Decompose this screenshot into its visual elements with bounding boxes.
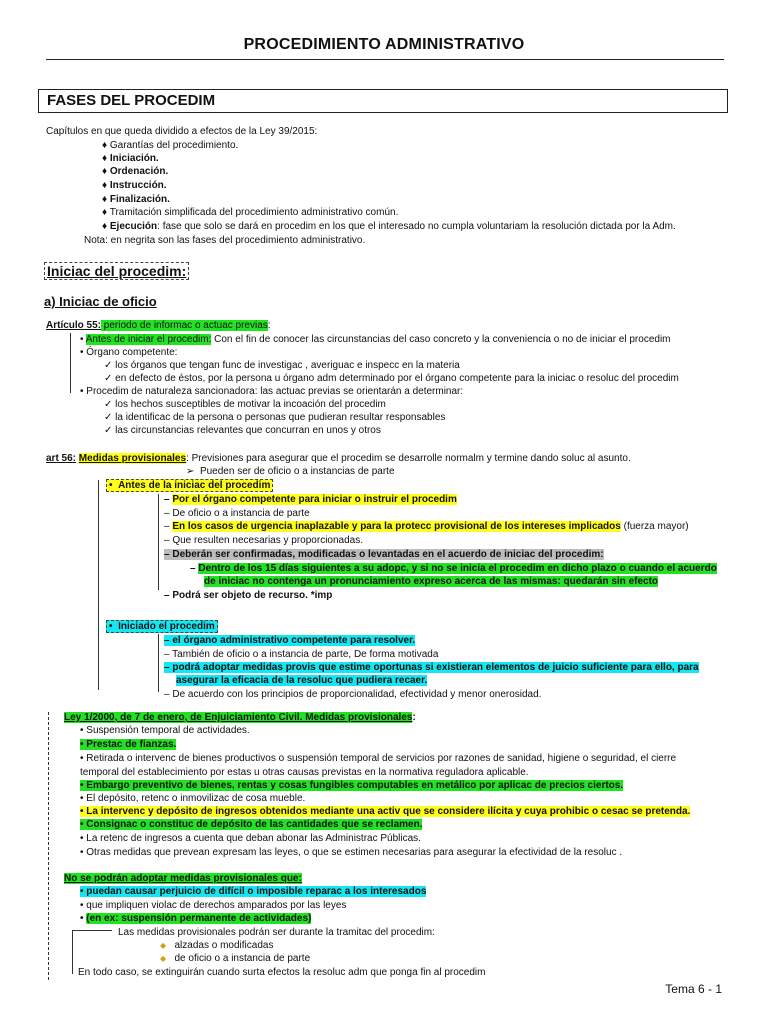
iniciado-line-3b: asegurar la eficacia de la resoluc que pudiera recaer. (176, 675, 428, 686)
ley-item-2: • Prestac de fianzas. (80, 739, 177, 750)
no-line-4: En todo caso, se extinguirán cuando surta efectos la resoluc adm que ponga fin al procedim (78, 967, 486, 978)
iniciado-line-3a: – podrá adoptar medidas provis que estime oportunas si existieran elementos de juicio suficiente para ello, para (164, 662, 699, 673)
iniciado-line-1: – el órgano administrativo competente para resolver. (164, 635, 416, 646)
antes-line-6b: de iniciac no contenga un pronunciamiento expreso acerca de las mismas: quedarán sin efecto (204, 576, 659, 587)
page-title: PROCEDIMIENTO ADMINISTRATIVO (243, 36, 525, 53)
iniciado-line-4: – De acuerdo con los principios de proporcionalidad, efectividad y menor onerosidad. (164, 689, 542, 700)
art55-check-2: ✓ en defecto de éstos, por la persona u órgano adm determinado por el órgano competente para la iniciac o resoluc del procedim (104, 373, 679, 384)
no-line-3: ◆ de oficio o a instancia de parte (160, 953, 311, 964)
antes-line-5: – Deberán ser confirmadas, modificadas o levantadas en el acuerdo de iniciac del procedim: (164, 549, 604, 560)
antes-line-2: – De oficio o a instancia de parte (164, 508, 310, 519)
antes-line-3: – En los casos de urgencia inaplazable y para la protecc provisional de los intereses implicados (fuerza mayor) (164, 521, 689, 532)
no-item-1: • puedan causar perjuicio de difícil o imposible reparac a los interesados (80, 886, 427, 897)
intro-note: Nota: en negrita son las fases del procedimiento administrativo. (84, 235, 366, 246)
ley-item-3b: temporal del establecimiento por estas u otras causas previstas en la normativa reguladora aplicable. (80, 767, 529, 778)
no-line-2: ◆ alzadas o modificadas (160, 940, 274, 951)
art55-check-1: ✓ los órganos que tengan func de investigac , averiguac e inspecc en la materia (104, 360, 460, 371)
ley-item-1: • Suspensión temporal de actividades. (80, 725, 250, 736)
intro-item-2: ♦ Iniciación. (102, 153, 159, 164)
ley-item-7: • Consignac o constituc de depósito de las cantidades que se reclamen. (80, 819, 423, 830)
section-box (38, 89, 728, 113)
title-rule (46, 59, 724, 60)
art55-line: Artículo 55: periodo de informac o actuac previas: (46, 320, 271, 331)
intro-item-6: ♦ Tramitación simplificada del procedimiento administrativo común. (102, 207, 399, 218)
antes-line-1: – Por el órgano competente para iniciar o instruir el procedim (164, 494, 457, 505)
diamond-icon: ◆ (160, 941, 167, 950)
ley-item-5: • El depósito, retenc o inmovilizac de cosa mueble. (80, 793, 306, 804)
art55-check-3: ✓ los hechos susceptibles de motivar la incoación del procedim (104, 399, 386, 410)
ley-item-4: • Embargo preventivo de bienes, rentas y cosas fungibles computables en metálico por aplicac de precios ciertos. (80, 780, 624, 791)
iniciado-title: • Iniciado el procedim (106, 620, 218, 633)
no-item-2: • que impliquen violac de derechos amparados por las leyes (80, 900, 347, 911)
no-bracket-top (72, 930, 112, 931)
page-number: Tema 6 - 1 (665, 982, 722, 996)
outer-bracket (48, 712, 49, 980)
diamond-icon: ◆ (160, 954, 167, 963)
ley-item-6: • La intervenc y depósito de ingresos obtenidos mediante una activ que se considere ilícita y cuya prohibic o cesac se pretenda. (80, 806, 691, 817)
intro-item-7: ♦ Ejecución: fase que solo se dará en procedim en los que el interesado no cumpla voluntariam la resolución dictada por la Adm. (102, 221, 676, 232)
antes-bracket (158, 494, 159, 590)
ley-title: Ley 1/2000, de 7 de enero, de Enjuiciamiento Civil. Medidas provisionales: (64, 712, 416, 723)
antes-line-6a: – Dentro de los 15 días siguientes a su adopc, y si no se inicia el procedim en dicho plazo o cuando el acuerdo (190, 563, 717, 574)
art55-bullet-3: • Procedim de naturaleza sancionadora: las actuac previas se orientarán a determinar: (80, 386, 464, 397)
art55-bracket (70, 333, 71, 393)
iniciac-oficio-heading: a) Iniciac de oficio (44, 294, 157, 309)
intro-item-1: ♦ Garantías del procedimiento. (102, 140, 239, 151)
art56-bracket (98, 480, 99, 690)
no-title: No se podrán adoptar medidas provisionales que: (64, 873, 302, 884)
no-line-1: Las medidas provisionales podrán ser durante la tramitac del procedim: (118, 927, 435, 938)
no-bracket (72, 930, 73, 974)
intro-item-3: ♦ Ordenación. (102, 166, 169, 177)
antes-line-4: – Que resulten necesarias y proporcionadas. (164, 535, 364, 546)
art55-check-4: ✓ la identificac de la persona o personas que pudieran resultar responsables (104, 412, 446, 423)
section-title: FASES DEL PROCEDIM (47, 92, 216, 109)
intro-item-5: ♦ Finalización. (102, 194, 170, 205)
art56-sub: ➢ Pueden ser de oficio o a instancias de parte (186, 466, 395, 477)
iniciado-line-2: – También de oficio o a instancia de parte, De forma motivada (164, 649, 439, 660)
art55-bullet-1: • Antes de iniciar el procedim: Con el fin de conocer las circunstancias del caso concreto y la conveniencia o no de iniciar el procedim (80, 334, 671, 345)
iniciac-heading: Iniciac del procedim: (44, 263, 189, 279)
art55-check-5: ✓ las circunstancias relevantes que concurran en unos y otros (104, 425, 381, 436)
antes-title: • Antes de la iniciac del procedim (106, 479, 273, 492)
ley-item-3: • Retirada o intervenc de bienes productivos o suspensión temporal de servicios por razones de sanidad, higiene o seguridad, el cierre (80, 753, 677, 764)
ley-item-8: • La retenc de ingresos a cuenta que deban abonar las Administrac Públicas. (80, 833, 421, 844)
ley-item-9: • Otras medidas que prevean expresam las leyes, o que se estimen necesarias para asegurar la efectividad de la resoluc . (80, 847, 623, 858)
art56-line: art 56: Medidas provisionales: Previsiones para asegurar que el procedim se desarrolle normalm y termine dando soluc al asunto. (46, 453, 631, 464)
iniciado-bracket (158, 634, 159, 692)
intro-item-4: ♦ Instrucción. (102, 180, 167, 191)
art55-bullet-2: • Órgano competente: (80, 347, 178, 358)
no-item-3: • (en ex: suspensión permanente de actividades) (80, 913, 312, 924)
intro-lead: Capítulos en que queda dividido a efectos de la Ley 39/2015: (46, 126, 318, 137)
antes-line-7: – Podrá ser objeto de recurso. *imp (164, 590, 333, 601)
